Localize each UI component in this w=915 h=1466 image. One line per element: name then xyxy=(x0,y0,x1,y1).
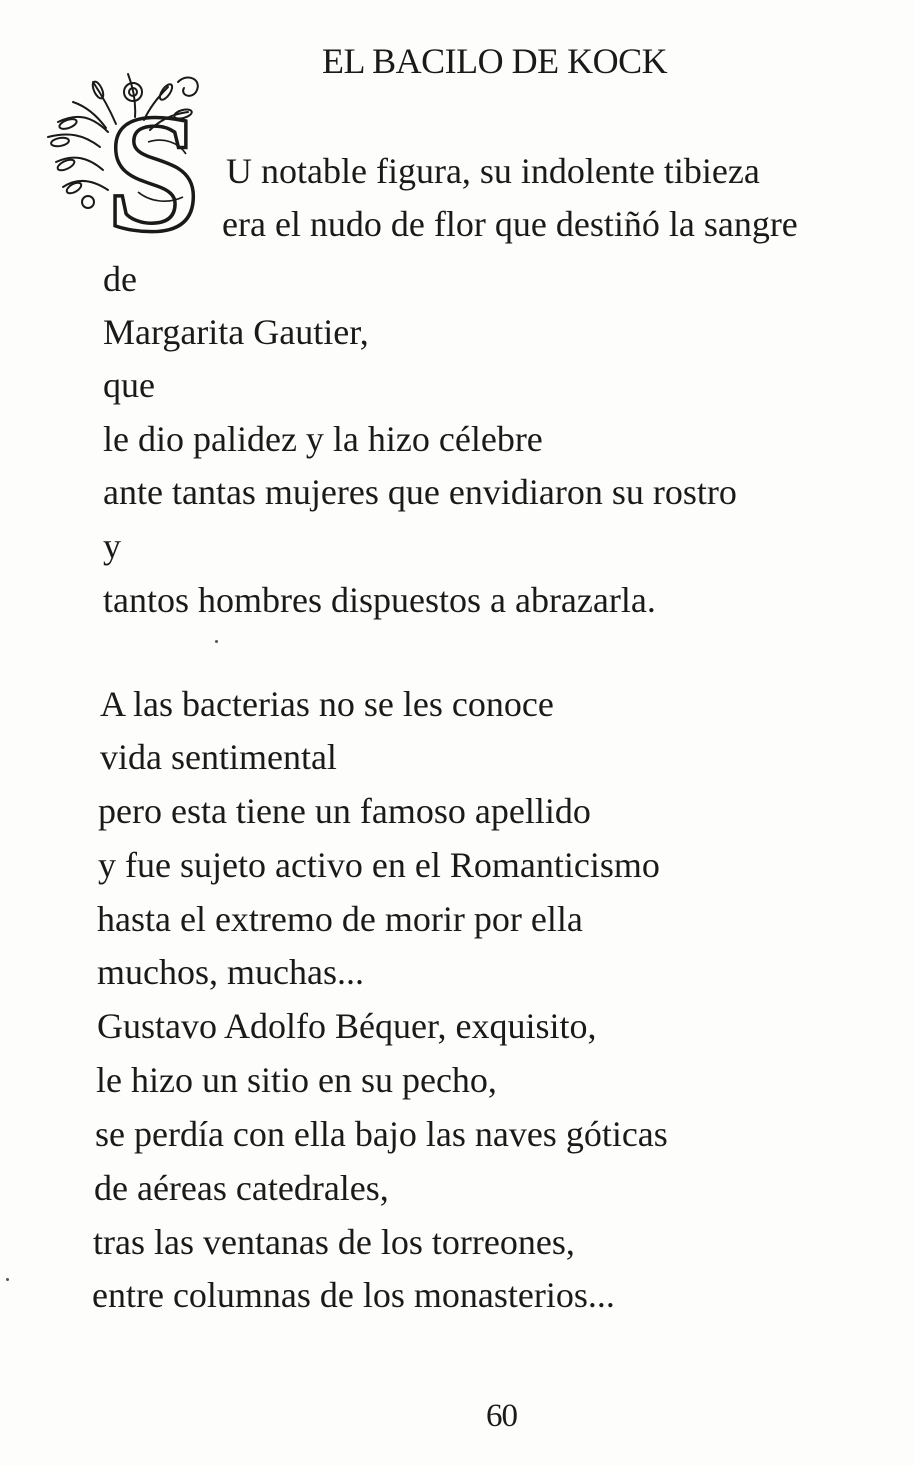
poem-line: tantos hombres dispuestos a abrazarla. xyxy=(103,580,656,620)
poem-line: Margarita Gautier, xyxy=(103,312,369,352)
poem-line: le hizo un sitio en su pecho, xyxy=(96,1060,497,1100)
poem-line: entre columnas de los monasterios... xyxy=(92,1275,615,1315)
poem-line: hasta el extremo de morir por ella xyxy=(97,899,583,939)
poem-line: de xyxy=(103,259,137,299)
poem-line: de aéreas catedrales, xyxy=(94,1168,389,1208)
poem-title: EL BACILO DE KOCK xyxy=(322,41,668,81)
poem-line: ante tantas mujeres que envidiaron su rostro xyxy=(103,472,737,512)
poem-line: U notable figura, su indolente tibieza xyxy=(226,151,760,191)
poem-line: muchos, muchas... xyxy=(97,952,364,992)
poem-line: A las bacterias no se les conoce xyxy=(100,684,554,724)
poem-line: era el nudo de flor que destiñó la sangre xyxy=(222,204,798,244)
poem-line: Gustavo Adolfo Béquer, exquisito, xyxy=(97,1006,597,1046)
drop-cap-s-icon xyxy=(38,62,213,242)
poem-line: le dio palidez y la hizo célebre xyxy=(103,419,543,459)
print-speck xyxy=(6,1278,9,1281)
poem-line: se perdía con ella bajo las naves góticas xyxy=(95,1114,668,1154)
page-number: 60 xyxy=(486,1398,517,1434)
poem-line: y fue sujeto activo en el Romanticismo xyxy=(98,845,660,885)
print-speck xyxy=(215,640,218,643)
poem-line: que xyxy=(103,365,155,405)
poem-line: pero esta tiene un famoso apellido xyxy=(98,791,591,831)
poem-line: vida sentimental xyxy=(100,737,337,777)
svg-text:S: S xyxy=(106,79,201,242)
poem-line: y xyxy=(103,526,121,566)
poem-line: tras las ventanas de los torreones, xyxy=(93,1222,575,1262)
